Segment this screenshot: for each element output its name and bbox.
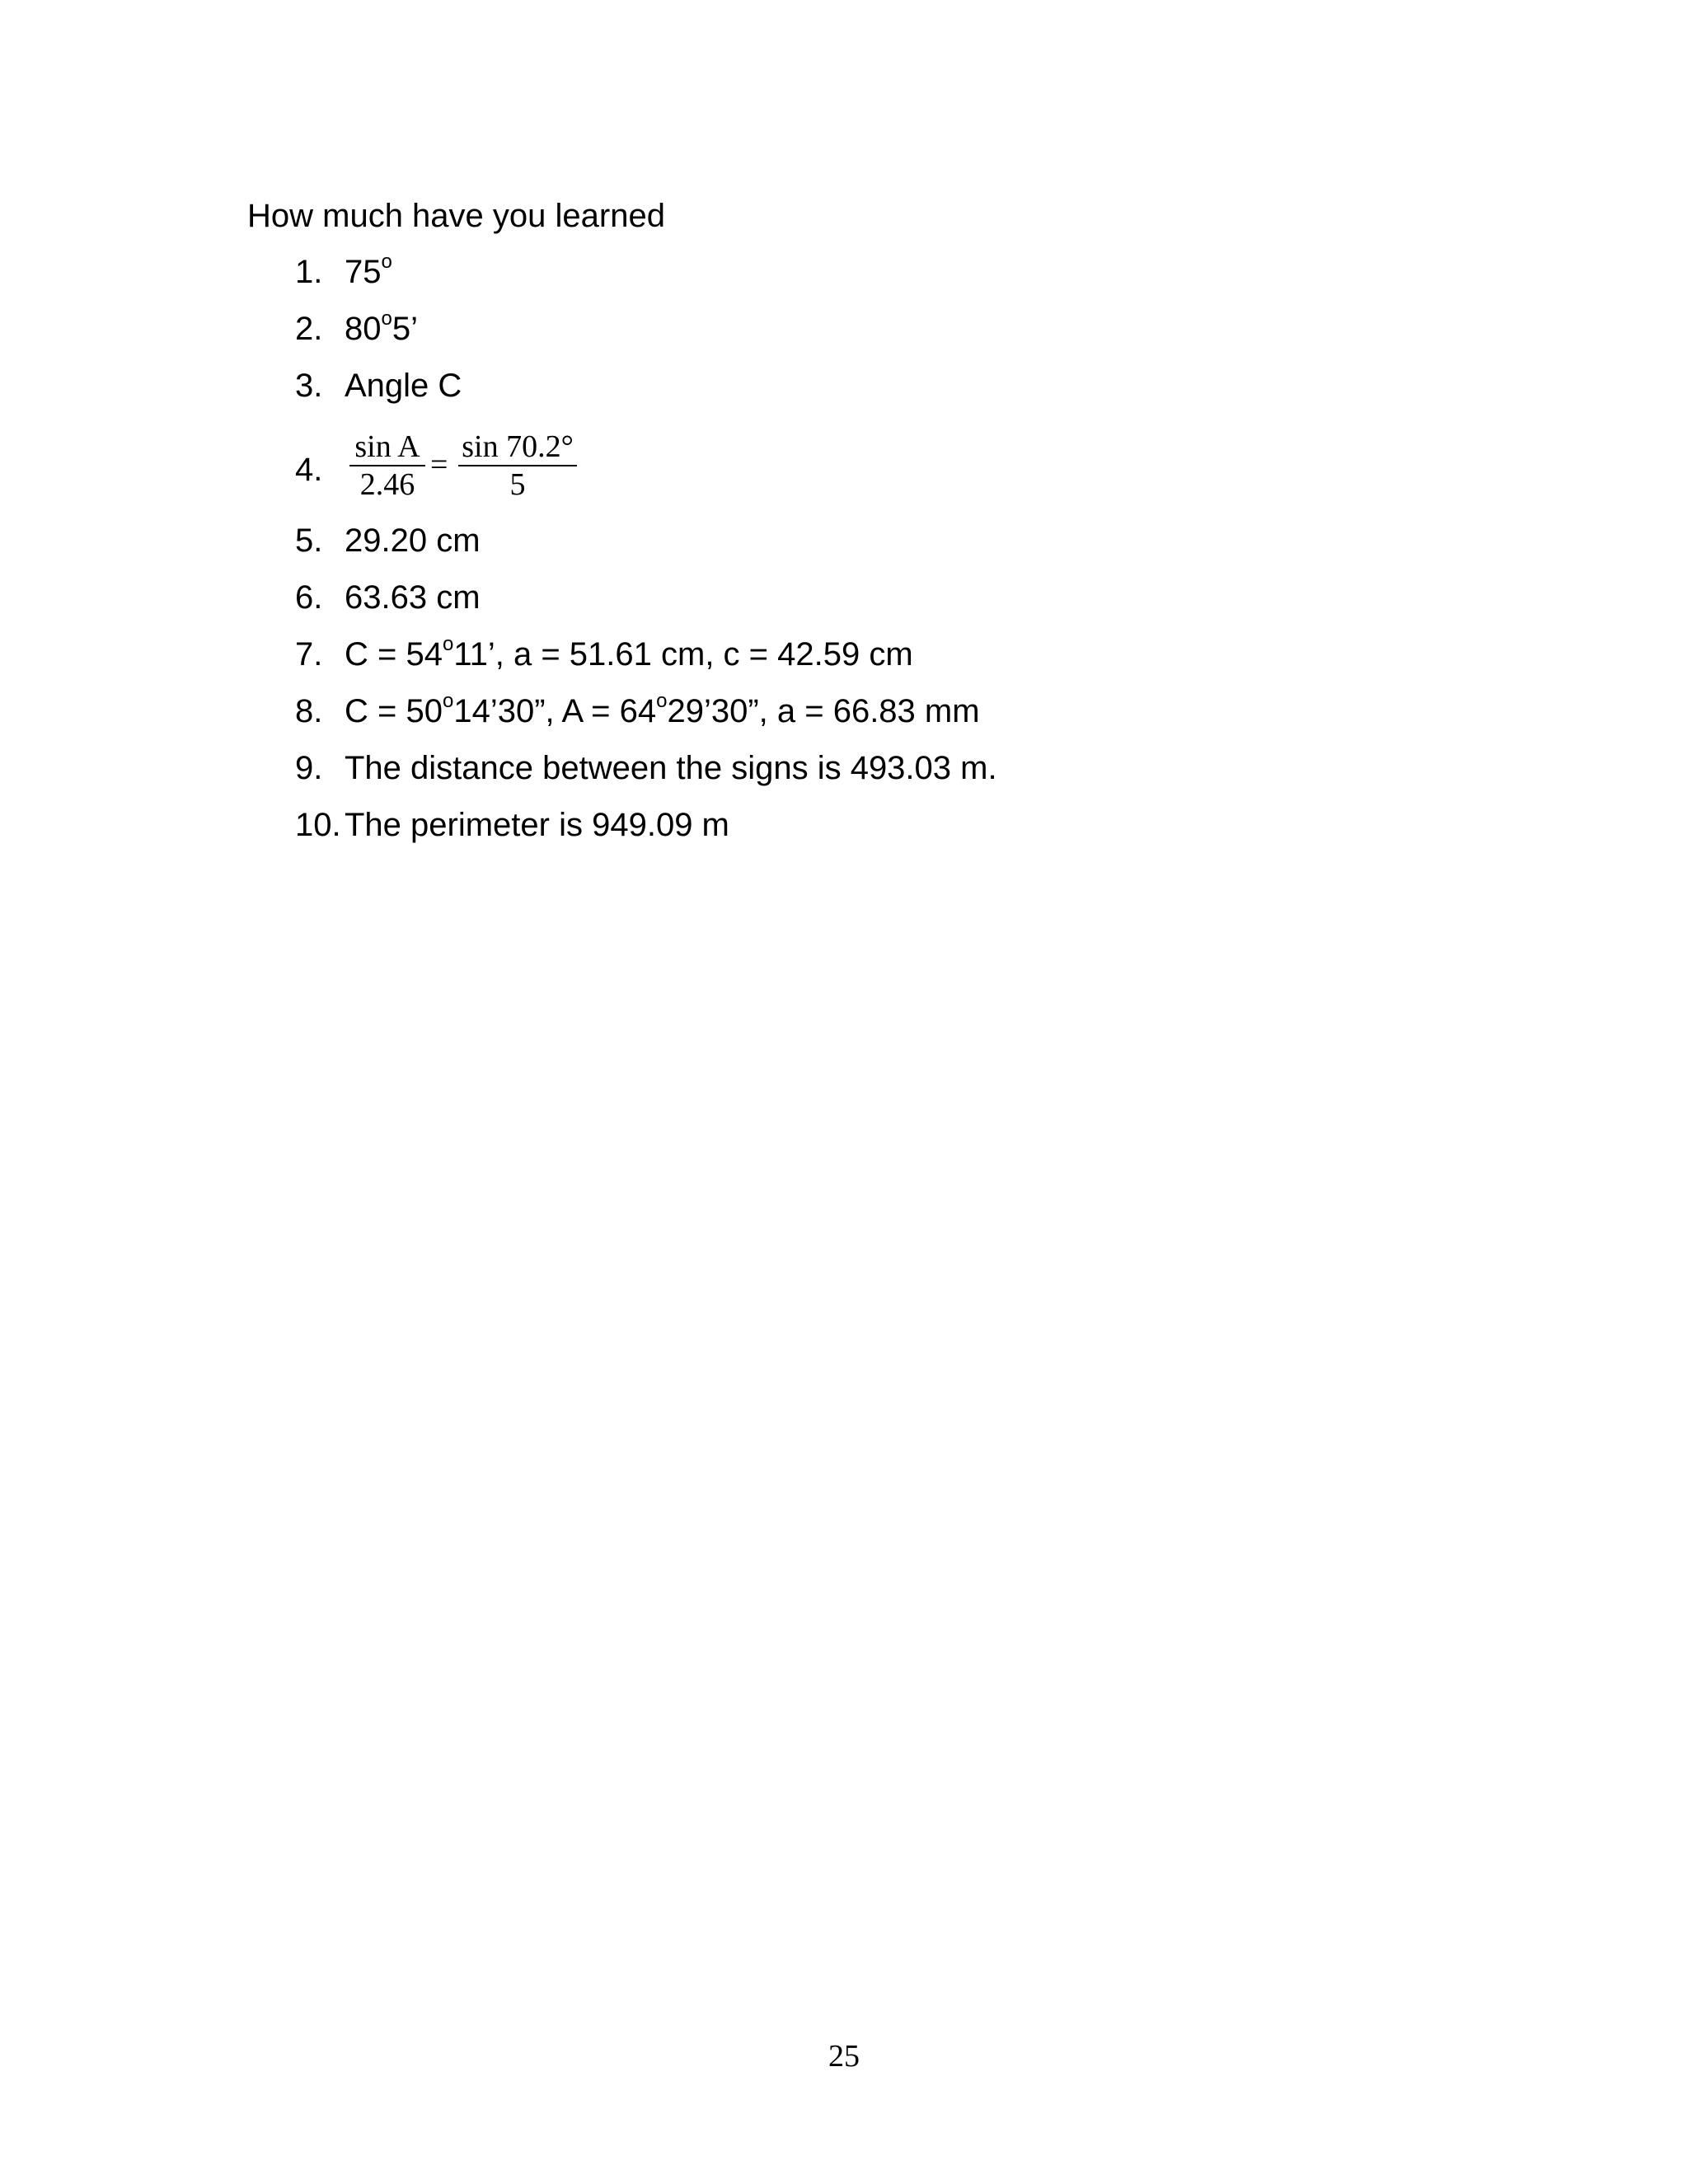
item-text: The distance between the signs is 493.03 m. [345,750,997,786]
item-number: 9. [295,750,323,786]
answer-item-10 [295,804,729,846]
fraction-denominator: 5 [509,467,526,502]
item-number: 1. [295,254,323,290]
answer-item-3 [295,364,462,407]
item-text: The perimeter is 949.09 m [345,807,729,843]
page-number: 25 [828,2039,860,2074]
degree-symbol: o [442,689,454,712]
answer-item-6 [295,576,481,619]
item-number: 2. [295,311,323,347]
item-number: 10. [295,807,341,843]
degree-symbol: o [442,632,454,655]
item-text: 63.63 cm [345,579,481,616]
fraction-left [349,429,425,503]
section-heading: How much have you learned [247,198,665,234]
equals-sign: = [430,448,448,482]
degree-symbol: o [381,250,392,273]
degree-symbol: o [656,689,668,712]
item-text: 80$^o$5’ [345,307,418,347]
answer-item-8 [295,690,980,733]
fraction-numerator: sin A [354,429,420,464]
item-number: 3. [295,368,323,404]
answer-item-9 [295,747,997,790]
item-text: 29.20 cm [345,523,481,559]
item-number: 6. [295,579,323,616]
item-text: 75$^o$ [345,250,392,290]
item-number: 5. [295,523,323,559]
fraction-right [458,429,577,503]
degree-symbol: o [381,307,392,330]
answer-item-5 [295,519,481,562]
answer-item-2 [295,307,418,350]
item-text: Angle C [345,368,462,404]
answer-item-1 [295,251,392,293]
item-text: $C = 50^o14’30$”, $A = 64^o29’30$”, a = 66.83 mm [345,689,980,729]
fraction-numerator: sin 70.2° [462,429,574,464]
fraction-denominator: 2.46 [359,467,415,502]
item-number: 4. [295,452,323,488]
item-number: 7. [295,636,323,673]
answer-item-7 [295,633,913,676]
item-number: 8. [295,693,323,729]
item-text: $C = 54^o11$’, a = 51.61 cm, c = 42.59 cm [345,632,913,673]
